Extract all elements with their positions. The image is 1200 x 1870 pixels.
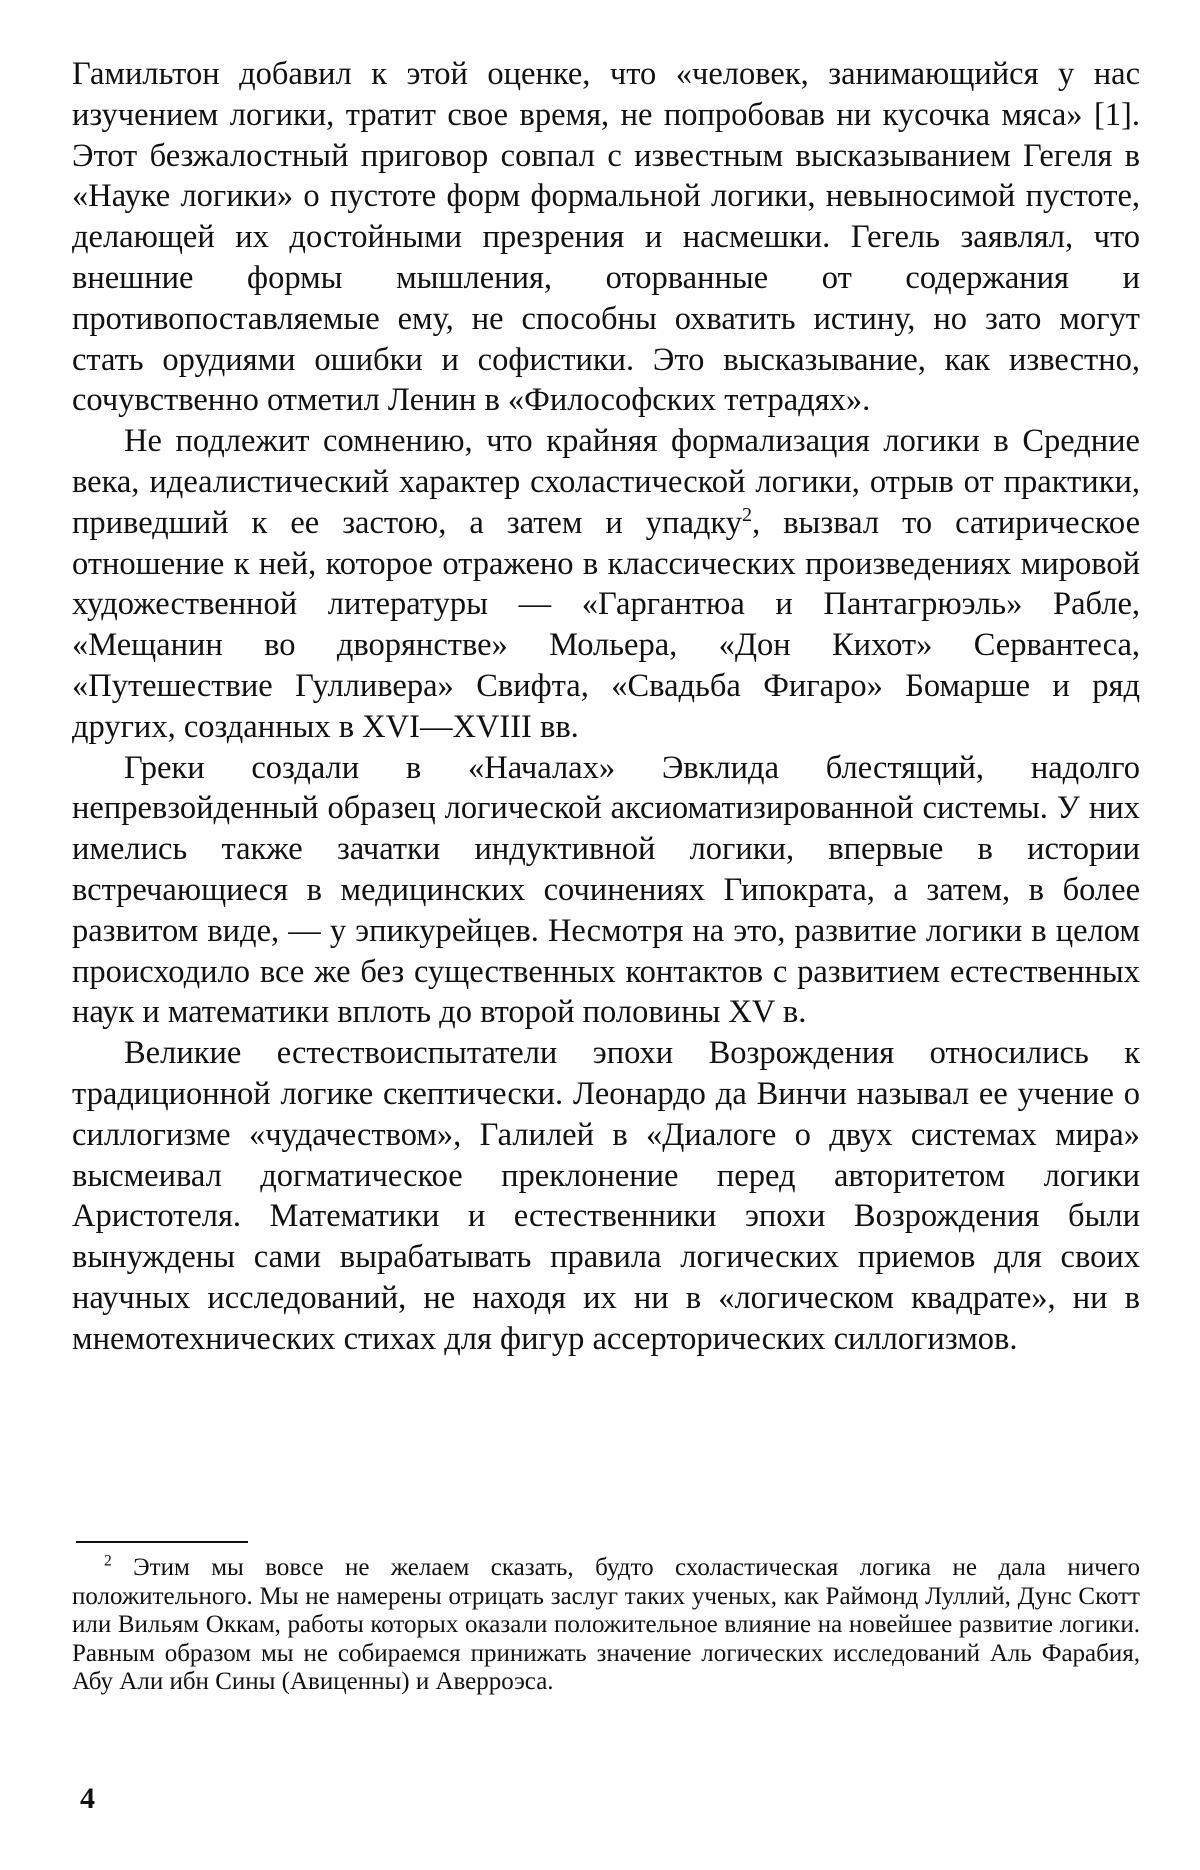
page-number: 4 bbox=[80, 1782, 95, 1815]
paragraph-2-head: Не подлежит сомнению, что крайняя формализация логики в Средние века, идеалистический характер схоластической логики, отрыв от практики, приведший к ее застою, а затем и упадку bbox=[72, 423, 1140, 541]
footnote-divider bbox=[76, 1541, 248, 1543]
paragraph-1: Гамильтон добавил к этой оценке, что «человек, занимающийся у нас изучением логики, тратит свое время, не попробовав ни кусочка мяса» [1]. Этот безжалостный приговор совпал с известным высказыванием Гегеля в «Науке логики» о пустоте форм формальной логики, невыносимой пустоте, делающей их достойными презрения и насмешки. Гегель заявлял, что внешние формы мышления, оторванные от содержания и противопоставляемые ему, не способны охватить истину, но зато могут стать орудиями ошибки и софистики. Это высказывание, как известно, сочувственно отметил Ленин в «Философских тетрадях». bbox=[72, 56, 1140, 419]
paragraph-3: Греки создали в «Началах» Эвклида блестящий, надолго непревзойденный образец логической аксиоматизированной системы. У них имелись также зачатки индуктивной логики, впервые в истории встречающиеся в медицинских сочинениях Гипократа, а затем, в более развитом виде, — у эпикурейцев. Несмотря на это, развитие логики в целом происходило все же без существенных контактов с развитием естественных наук и математики вплоть до второй половины XV в. bbox=[72, 749, 1140, 1031]
footnote bbox=[72, 1554, 1140, 1697]
footnote-reference: 2 bbox=[742, 503, 753, 526]
footnote-marker: 2 bbox=[104, 1552, 112, 1570]
paragraph-4: Великие естествоиспытатели эпохи Возрождения относились к традиционной логике скептически. Леонардо да Винчи называл ее учение о силлогизме «чудачеством», Галилей в «Диалоге о двух системах мира» высмеивал догматическое преклонение перед авторитетом логики Аристотеля. Математики и естественники эпохи Возрождения были вынуждены сами вырабатывать правила логических приемов для своих научных исследований, не находя их ни в «логическом квадрате», ни в мнемотехнических стихах для фигур ассерторических силлогизмов. bbox=[72, 1035, 1140, 1357]
paragraph-2 bbox=[72, 421, 1140, 747]
paragraph-2-tail: , вызвал то сатирическое отношение к ней, которое отражено в классических произведениях мировой художественной литературы — «Гаргантюа и Пантагрюэль» Рабле, «Мещанин во дворянстве» Мольера, «Дон Кихот» Сервантеса, «Путешествие Гулливера» Свифта, «Свадьба Фигаро» Бомарше и ряд других, созданных в XVI—XVIII вв. bbox=[72, 504, 1140, 745]
footnote-text: Этим мы вовсе не желаем сказать, будто схоластическая логика не дала ничего положительного. Мы не намерены отрицать заслуг таких ученых, как Раймонд Луллий, Дунс Скотт или Вильям Оккам, работы которых оказали положительное влияние на новейшее развитие логики. Равным образом мы не собираемся принижать значение логических исследований Аль Фарабия, Абу Али ибн Сины (Авиценны) и Аверроэса. bbox=[72, 1554, 1140, 1695]
main-text-block bbox=[72, 54, 1140, 1360]
